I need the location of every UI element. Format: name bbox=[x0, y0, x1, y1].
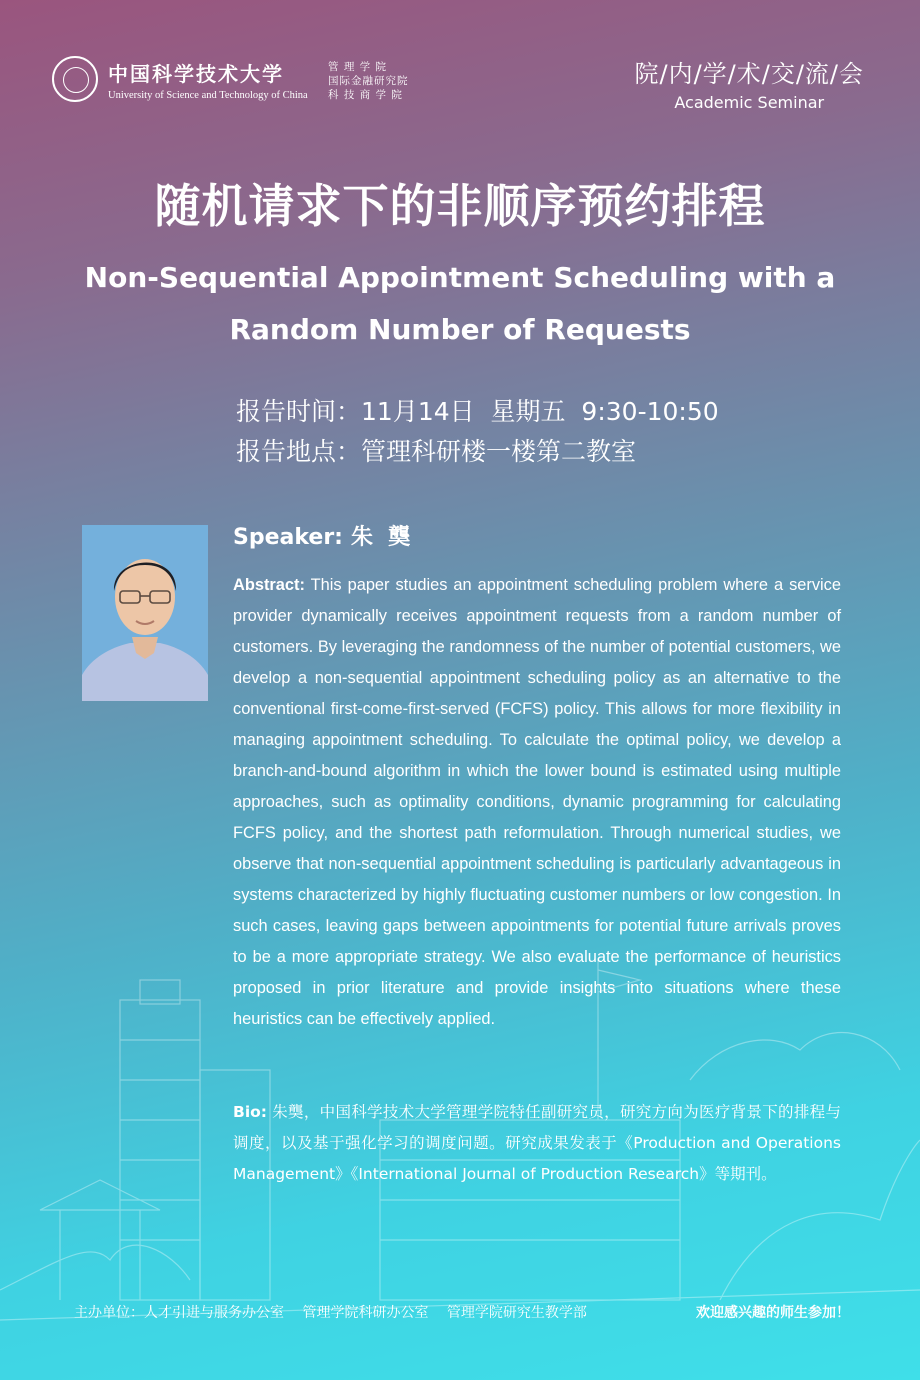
talk-title-cn: 随机请求下的非顺序预约排程 bbox=[154, 179, 766, 233]
university-name-en: University of Science and Technology of China bbox=[108, 90, 308, 101]
time-row bbox=[236, 392, 719, 432]
school-name-line: 科 技 商 学 院 bbox=[328, 89, 403, 101]
university-seal-icon bbox=[52, 56, 98, 102]
abstract-label: Abstract: bbox=[233, 576, 305, 594]
organizer: 管理学院研究生教学部 bbox=[446, 1305, 587, 1321]
time-label: 报告时间： bbox=[236, 397, 362, 426]
place-label: 报告地点： bbox=[236, 437, 362, 466]
place-value: 管理科研楼一楼第二教室 bbox=[361, 437, 637, 466]
speaker-name: 朱 龑 bbox=[350, 525, 411, 550]
speaker-label: Speaker: bbox=[233, 525, 343, 550]
school-name-line: 国际金融研究院 bbox=[328, 75, 409, 87]
school-name-line: 管 理 学 院 bbox=[328, 61, 388, 73]
school-names bbox=[328, 60, 409, 102]
talk-title-en: Non-Sequential Appointment Scheduling with a Random Number of Requests bbox=[84, 261, 836, 346]
welcome-text: 欢迎感兴趣的师生参加！ bbox=[696, 1305, 850, 1321]
abstract-paragraph bbox=[233, 570, 841, 1035]
bio-paragraph bbox=[233, 1097, 841, 1190]
bio-text: 朱龑，中国科学技术大学管理学院特任副研究员，研究方向为医疗背景下的排程与调度，以及基于强化学习的调度问题。研究成果发表于《Production and Operations Management》《International Journal of Production Research》等期刊。 bbox=[233, 1103, 841, 1183]
place-row bbox=[236, 432, 719, 472]
talk-info bbox=[236, 392, 719, 472]
speaker-photo bbox=[82, 525, 208, 701]
speaker-line bbox=[233, 520, 410, 551]
university-name-cn: 中国科学技术大学 bbox=[108, 62, 284, 86]
seminar-header bbox=[634, 54, 864, 112]
organizer: 管理学院科研办公室 bbox=[302, 1305, 429, 1321]
speaker-portrait bbox=[82, 525, 208, 701]
bio-label: Bio: bbox=[233, 1103, 267, 1121]
seminar-title-cn: 院/内/学/术/交/流/会 bbox=[634, 60, 864, 88]
seminar-title-en: Academic Seminar bbox=[674, 93, 825, 112]
university-logo bbox=[52, 56, 422, 106]
organizer: 主办单位：人才引进与服务办公室 bbox=[74, 1305, 284, 1321]
time-value: 11月14日 星期五 9:30-10:50 bbox=[361, 397, 719, 426]
abstract-text: This paper studies an appointment scheduling problem where a service provider dynamically receives appointment requests from a random number of customers. By leveraging the randomness of the number of potential customers, we develop a non-sequential appointment scheduling policy as an alternative to the conventional first-come-first-served (FCFS) policy. This allows for more flexibility in managing appointment scheduling. To calculate the optimal policy, we develop a branch-and-bound algorithm in which the lower bound is estimated using multiple approaches, such as optimality conditions, dynamic programming for calculating FCFS policy, and the shortest path reformulation. Through numerical studies, we observe that non-sequential appointment scheduling is particularly advantageous in systems characterized by highly fluctuating customer numbers or low congestion. In such cases, leaving gaps between appointments for potential future arrivals proves to be a more appropriate strategy. We also evaluate the performance of heuristics proposed in prior literature and provide insights into situations where these heuristics can be effectively applied. bbox=[233, 576, 841, 1028]
footer bbox=[74, 1302, 850, 1322]
